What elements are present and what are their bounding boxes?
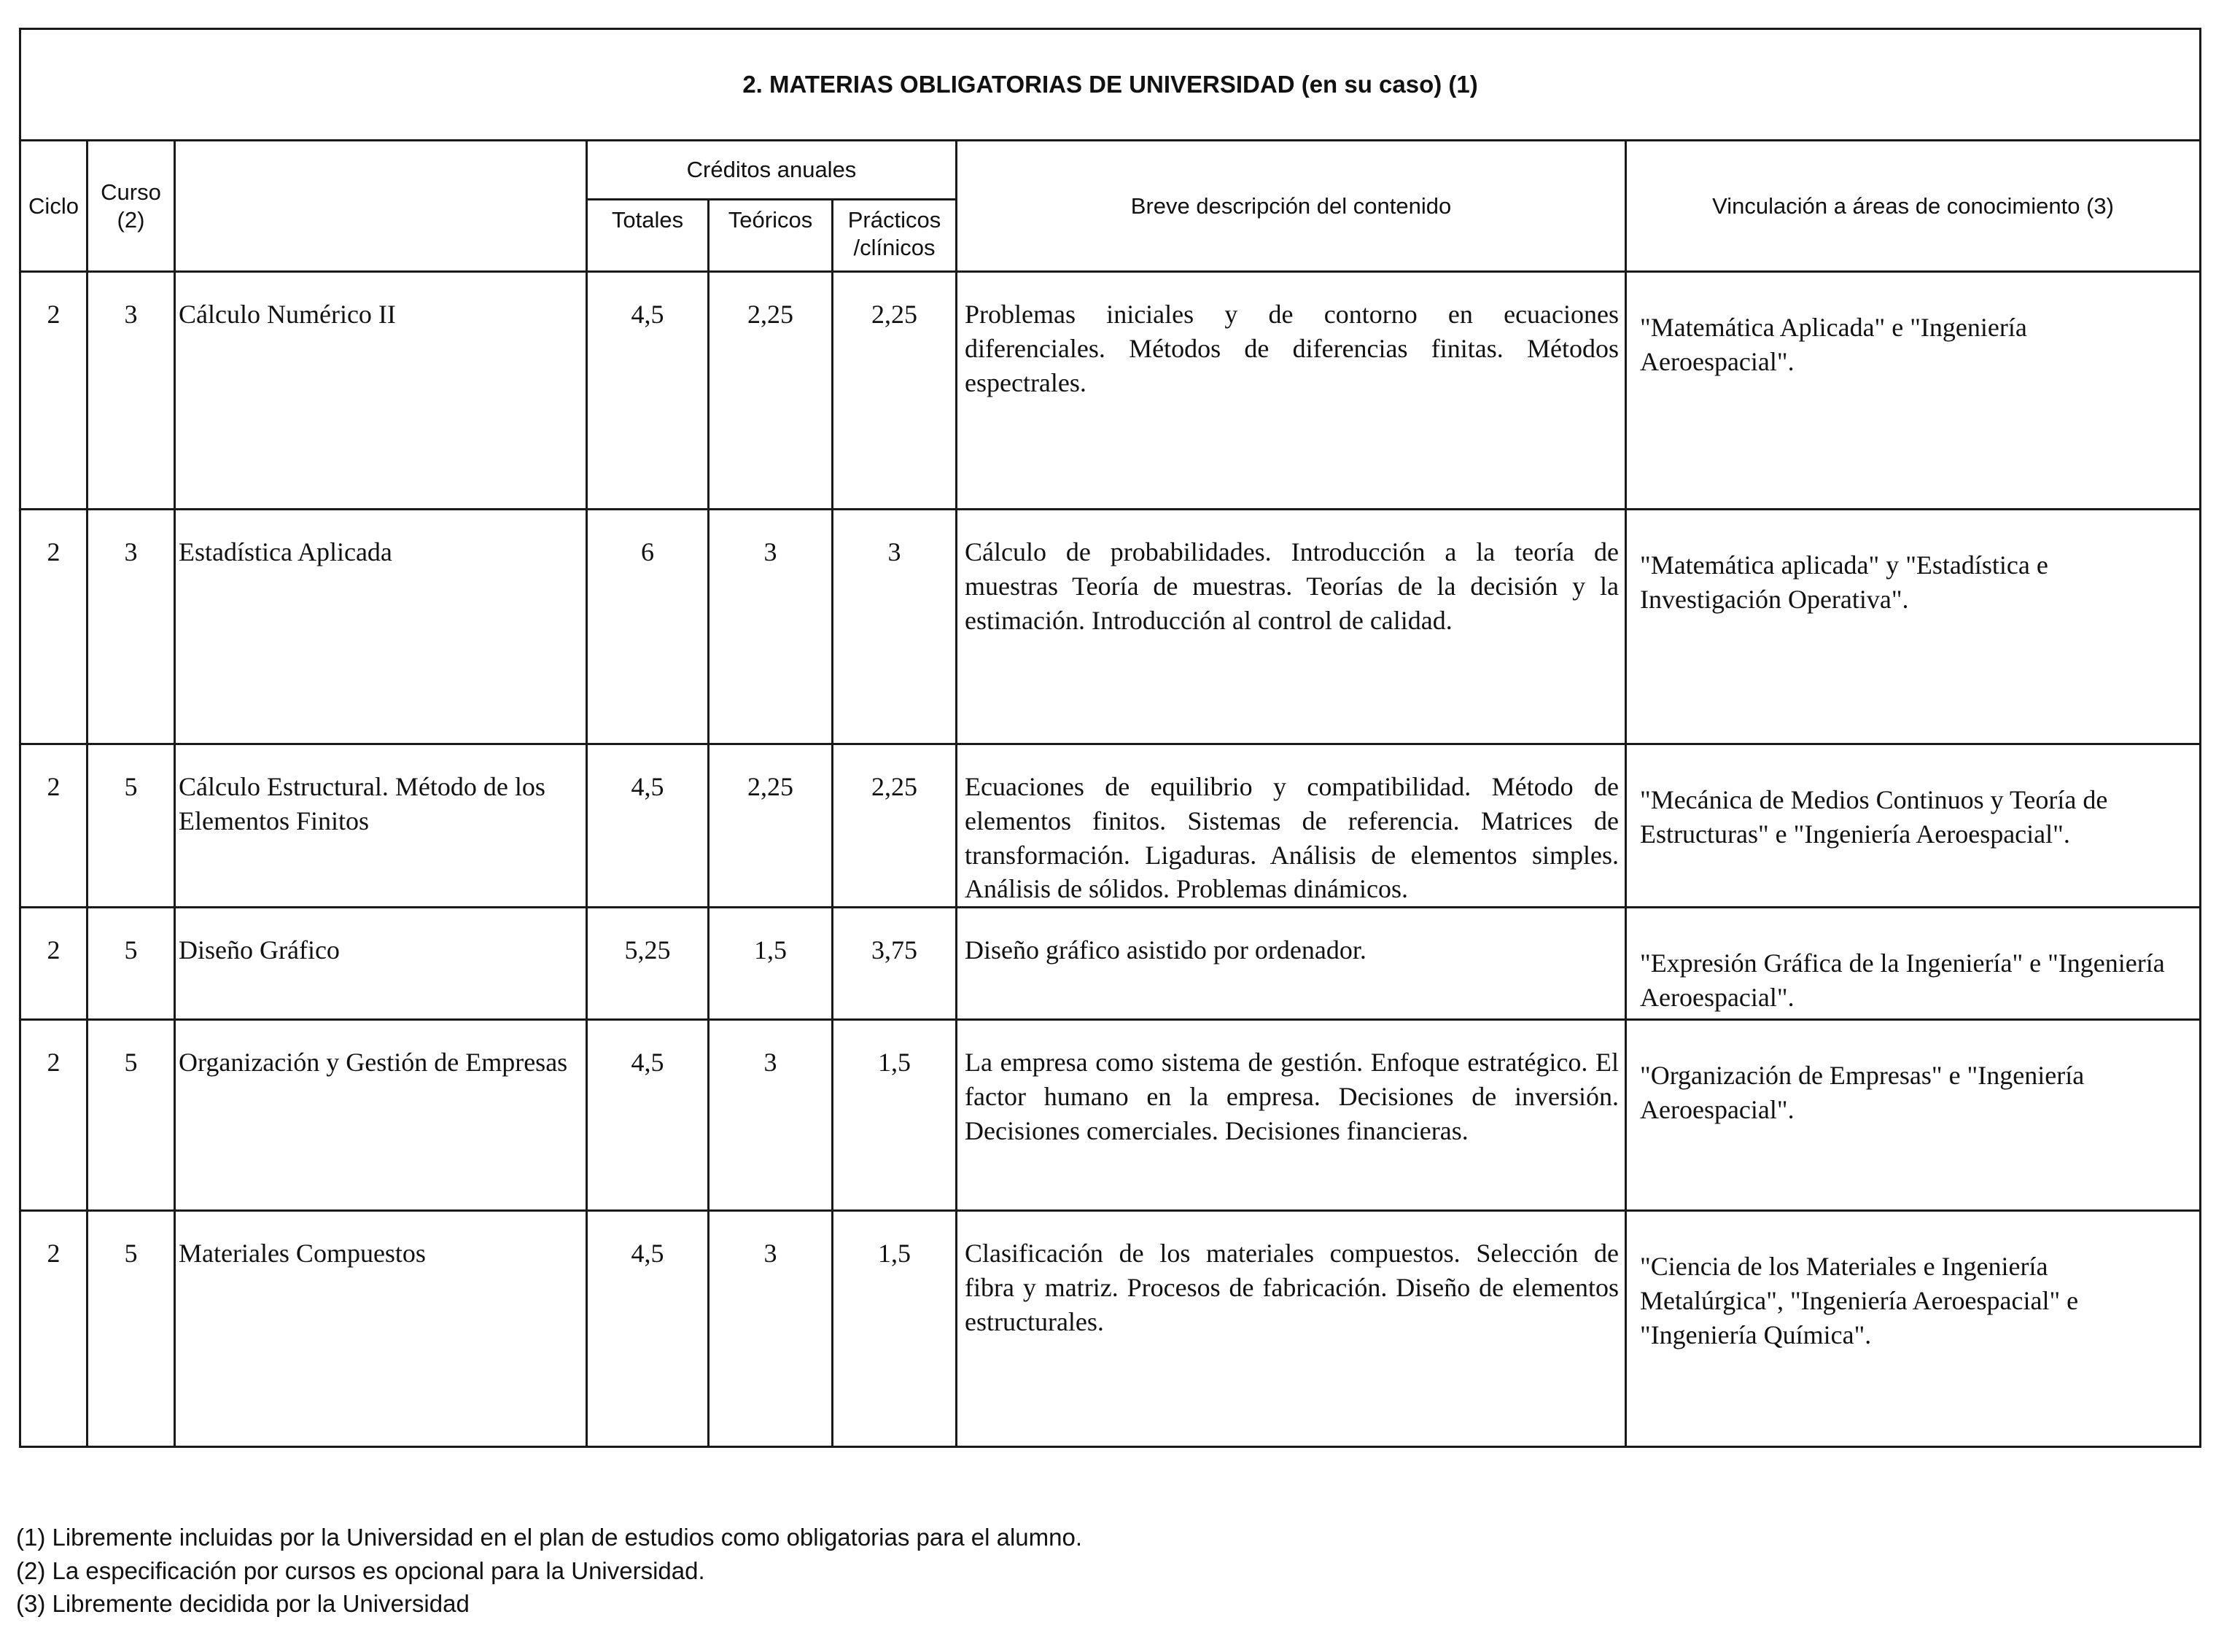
cell-practicos: 2,25	[833, 744, 957, 908]
cell-teoricos: 3	[709, 510, 833, 744]
cell-materia: Cálculo Numérico II	[175, 272, 587, 510]
header-teoricos: Teóricos	[709, 200, 833, 272]
cell-teoricos: 2,25	[709, 272, 833, 510]
cell-areas: "Ciencia de los Materiales e Ingeniería Metalúrgica", "Ingeniería Aeroespacial" e "Ingeniería Química".	[1626, 1211, 2201, 1447]
cell-descripcion: Problemas iniciales y de contorno en ecuaciones diferenciales. Métodos de diferencias finitas. Métodos espectrales.	[957, 272, 1626, 510]
cell-totales: 4,5	[587, 1020, 709, 1211]
cell-teoricos: 1,5	[709, 908, 833, 1020]
header-descripcion: Breve descripción del contenido	[957, 141, 1626, 272]
table-row	[20, 1211, 2201, 1447]
cell-materia: Estadística Aplicada	[175, 510, 587, 744]
cell-areas: "Matemática Aplicada" e "Ingeniería Aeroespacial".	[1626, 272, 2201, 510]
cell-descripcion: La empresa como sistema de gestión. Enfoque estratégico. El factor humano en la empresa. Decisiones de inversión. Decisiones comerciales. Decisiones financieras.	[957, 1020, 1626, 1211]
cell-ciclo: 2	[20, 908, 88, 1020]
cell-descripcion: Clasificación de los materiales compuestos. Selección de fibra y matriz. Procesos de fabricación. Diseño de elementos estructurales.	[957, 1211, 1626, 1447]
cell-teoricos: 3	[709, 1020, 833, 1211]
cell-descripcion: Cálculo de probabilidades. Introducción a la teoría de muestras Teoría de muestras. Teorías de la decisión y la estimación. Introducción al control de calidad.	[957, 510, 1626, 744]
header-subject-blank	[175, 141, 587, 272]
cell-ciclo: 2	[20, 510, 88, 744]
table-row	[20, 1020, 2201, 1211]
cell-materia: Materiales Compuestos	[175, 1211, 587, 1447]
table-row	[20, 744, 2201, 908]
cell-teoricos: 2,25	[709, 744, 833, 908]
cell-areas: "Organización de Empresas" e "Ingeniería Aeroespacial".	[1626, 1020, 2201, 1211]
header-ciclo: Ciclo	[20, 141, 88, 272]
footnote-1: (1) Libremente incluidas por la Universidad en el plan de estudios como obligatorias para el alumno.	[16, 1524, 1082, 1551]
cell-curso: 3	[88, 510, 175, 744]
cell-curso: 5	[88, 1211, 175, 1447]
cell-totales: 4,5	[587, 272, 709, 510]
title-row	[20, 29, 2201, 141]
cell-practicos: 3	[833, 510, 957, 744]
cell-ciclo: 2	[20, 1020, 88, 1211]
cell-descripcion: Ecuaciones de equilibrio y compatibilidad. Método de elementos finitos. Sistemas de referencia. Matrices de transformación. Ligaduras. Análisis de elementos simples. Análisis de sólidos. Problemas dinámicos.	[957, 744, 1626, 908]
cell-totales: 4,5	[587, 744, 709, 908]
header-creditos-anuales: Créditos anuales	[587, 141, 957, 200]
cell-materia: Cálculo Estructural. Método de los Elementos Finitos	[175, 744, 587, 908]
footnote-2: (2) La especificación por cursos es opcional para la Universidad.	[16, 1556, 705, 1584]
cell-practicos: 3,75	[833, 908, 957, 1020]
table-row	[20, 510, 2201, 744]
table-row	[20, 272, 2201, 510]
header-curso: Curso (2)	[88, 141, 175, 272]
cell-ciclo: 2	[20, 272, 88, 510]
cell-totales: 4,5	[587, 1211, 709, 1447]
cell-areas: "Matemática aplicada" y "Estadística e Investigación Operativa".	[1626, 510, 2201, 744]
cell-areas: "Mecánica de Medios Continuos y Teoría de Estructuras" e "Ingeniería Aeroespacial".	[1626, 744, 2201, 908]
cell-curso: 5	[88, 908, 175, 1020]
cell-teoricos: 3	[709, 1211, 833, 1447]
footnote-3: (3) Libremente decidida por la Universidad	[16, 1590, 470, 1618]
cell-materia: Organización y Gestión de Empresas	[175, 1020, 587, 1211]
table-title: 2. MATERIAS OBLIGATORIAS DE UNIVERSIDAD (en su caso) (1)	[20, 29, 2201, 141]
header-vinculacion: Vinculación a áreas de conocimiento (3)	[1626, 141, 2201, 272]
cell-totales: 5,25	[587, 908, 709, 1020]
cell-ciclo: 2	[20, 744, 88, 908]
cell-ciclo: 2	[20, 1211, 88, 1447]
cell-curso: 5	[88, 1020, 175, 1211]
header-row-group	[20, 141, 2201, 200]
cell-curso: 5	[88, 744, 175, 908]
cell-practicos: 1,5	[833, 1211, 957, 1447]
cell-descripcion: Diseño gráfico asistido por ordenador.	[957, 908, 1626, 1020]
header-practicos: Prácticos /clínicos	[833, 200, 957, 272]
header-totales: Totales	[587, 200, 709, 272]
footnotes	[16, 1521, 1082, 1621]
cell-materia: Diseño Gráfico	[175, 908, 587, 1020]
cell-practicos: 2,25	[833, 272, 957, 510]
subjects-table	[19, 28, 2201, 1448]
cell-totales: 6	[587, 510, 709, 744]
cell-areas: "Expresión Gráfica de la Ingeniería" e "Ingeniería Aeroespacial".	[1626, 908, 2201, 1020]
table-row	[20, 908, 2201, 1020]
cell-practicos: 1,5	[833, 1020, 957, 1211]
cell-curso: 3	[88, 272, 175, 510]
